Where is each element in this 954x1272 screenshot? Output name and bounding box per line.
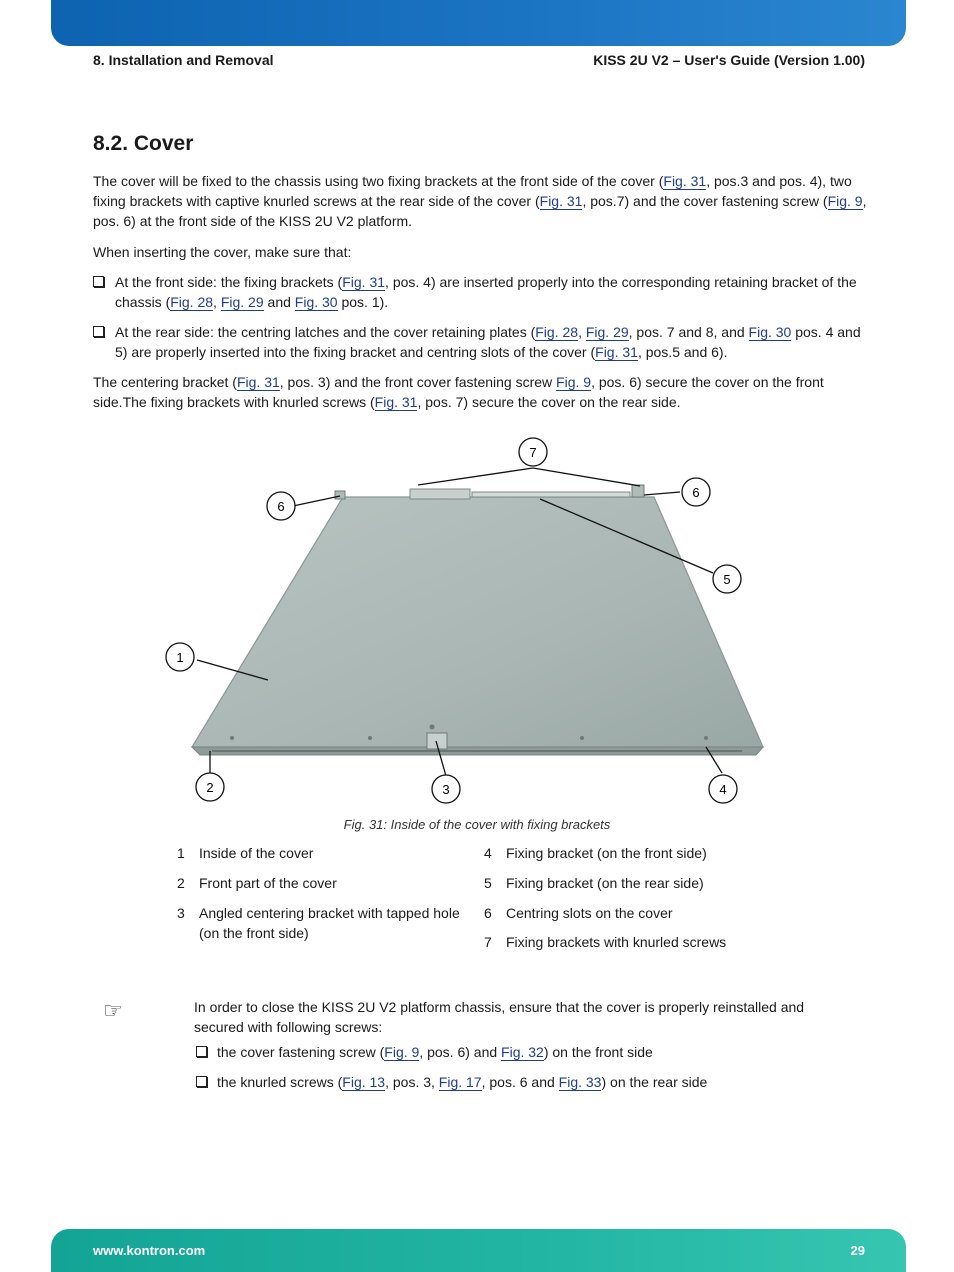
centring-slot <box>632 485 644 497</box>
svg-text:3: 3 <box>442 782 450 797</box>
fig-link[interactable]: Fig. 30 <box>748 324 792 340</box>
fig-link[interactable]: Fig. 29 <box>585 324 629 340</box>
svg-text:2: 2 <box>206 780 214 795</box>
chapter-title: 8. Installation and Removal <box>93 52 274 68</box>
callout-5 <box>713 565 741 593</box>
note-text: In order to close the KISS 2U V2 platform chassis, ensure that the cover is properly reinstalled and secured with following screws: <box>194 999 805 1035</box>
fig-link[interactable]: Fig. 31 <box>595 344 638 360</box>
fig-link[interactable]: Fig. 31 <box>236 374 280 390</box>
svg-text:6: 6 <box>692 485 700 500</box>
checkbox-bullet-icon <box>196 1076 207 1087</box>
fig-link[interactable]: Fig. 33 <box>558 1074 602 1090</box>
checkbox-bullet-icon <box>93 326 104 337</box>
fig-link[interactable]: Fig. 31 <box>539 193 583 209</box>
cover-figure <box>160 435 780 810</box>
callout-3 <box>432 775 460 803</box>
checkbox-bullet-icon <box>196 1046 207 1057</box>
fig-link[interactable]: Fig. 29 <box>220 294 264 310</box>
checkbox-bullet-icon <box>93 276 104 287</box>
fig-link[interactable]: Fig. 9 <box>384 1044 420 1060</box>
header-band <box>51 0 906 46</box>
callout-6 <box>267 492 295 520</box>
centring-slot <box>335 491 345 499</box>
rear-bracket <box>410 489 470 499</box>
list-item: At the front side: the fixing brackets (Fig. 31, pos. 4) are inserted properly into the corresponding retaining bracket of the chassis (Fig. 28, Fig. 29 and Fig. 30 pos. 1). <box>93 272 868 312</box>
fig-link[interactable]: Fig. 31 <box>663 173 707 189</box>
page-number: 29 <box>850 1243 865 1258</box>
callout-4 <box>709 775 737 803</box>
callout-6 <box>682 478 710 506</box>
callout-1 <box>166 643 194 671</box>
fig-link[interactable]: Fig. 31 <box>342 274 386 290</box>
document-title: KISS 2U V2 – User's Guide (Version 1.00) <box>593 52 865 68</box>
rear-bracket <box>472 492 630 497</box>
callout-2 <box>196 773 224 801</box>
fig-link[interactable]: Fig. 28 <box>170 294 214 310</box>
fig-link[interactable]: Fig. 28 <box>535 324 579 340</box>
fig-link[interactable]: Fig. 30 <box>294 294 338 310</box>
fig-link[interactable]: Fig. 9 <box>827 193 863 209</box>
list-item: the knurled screws (Fig. 13, pos. 3, Fig. 17, pos. 6 and Fig. 33) on the rear side <box>194 1072 834 1092</box>
paragraph-make-sure: When inserting the cover, make sure that: <box>93 244 352 260</box>
list-item: the cover fastening screw (Fig. 9, pos. 6) and Fig. 32) on the front side <box>194 1042 834 1062</box>
fig-link[interactable]: Fig. 9 <box>556 374 592 390</box>
svg-text:1: 1 <box>176 650 184 665</box>
legend-item: 3 Angled centering bracket with tapped hole (on the front side) <box>177 905 460 941</box>
svg-text:4: 4 <box>719 782 727 797</box>
svg-text:5: 5 <box>723 572 731 587</box>
cover-plate <box>192 497 763 747</box>
list-item: At the rear side: the centring latches and the cover retaining plates (Fig. 28, Fig. 29, pos. 7 and 8, and Fig. 30 pos. 4 and 5) are properly inserted into the fixing bracket and centring slots of the cover (Fig. 31, pos.5 and 6). <box>93 322 868 362</box>
callout-7 <box>519 438 547 466</box>
svg-text:7: 7 <box>529 445 537 460</box>
svg-text:6: 6 <box>277 499 285 514</box>
section-heading: 8.2. Cover <box>93 132 194 155</box>
fig-link[interactable]: Fig. 32 <box>501 1044 544 1060</box>
fig-link[interactable]: Fig. 31 <box>374 394 418 410</box>
fig-link[interactable]: Fig. 17 <box>438 1074 482 1090</box>
footer-url[interactable]: www.kontron.com <box>93 1243 206 1258</box>
paragraph-centering: The centering bracket (Fig. 31, pos. 3) and the front cover fastening screw Fig. 9, pos. 6) secure the cover on the front side.The fixing brackets with knurled screws (Fig. 31, pos. 7) secure the cover on the rear side. <box>93 374 824 410</box>
fig-link[interactable]: Fig. 13 <box>342 1074 386 1090</box>
pointing-hand-icon: ☞ <box>103 998 123 1023</box>
figure-caption: Fig. 31: Inside of the cover with fixing brackets <box>343 817 611 832</box>
paragraph-intro: The cover will be fixed to the chassis using two fixing brackets at the front side of the cover (Fig. 31, pos.3 and pos. 4), two fixing brackets with captive knurled screws at the rear side of the cover (Fig. 31, pos.7) and the cover fastening screw (Fig. 9, pos. 6) at the front side of the KISS 2U V2 platform. <box>93 173 867 229</box>
